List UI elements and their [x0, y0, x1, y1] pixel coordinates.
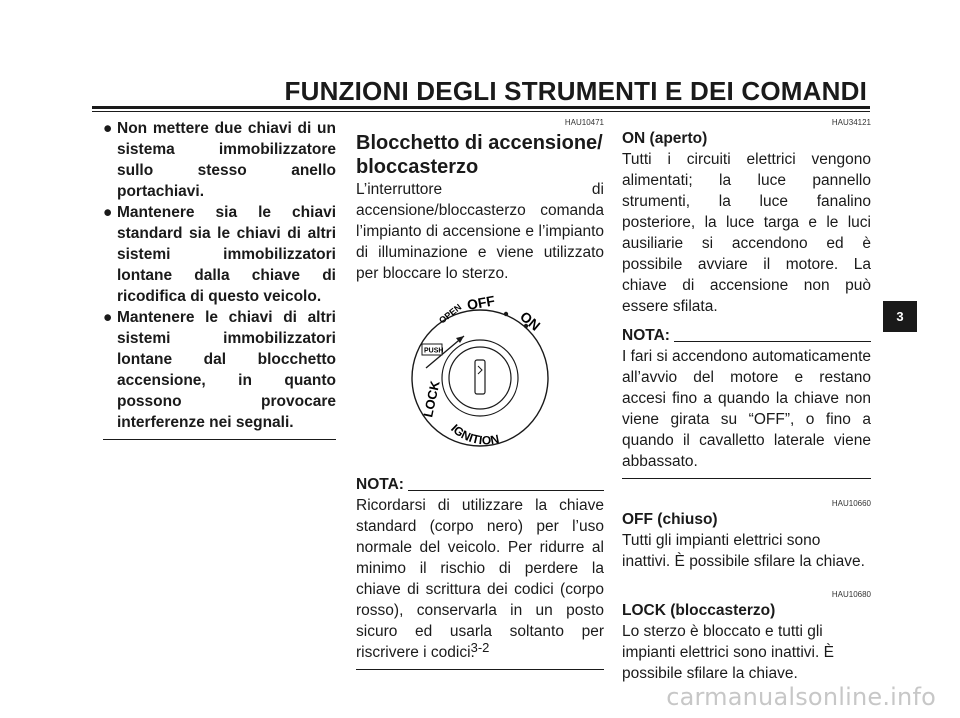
nota-label: NOTA: [356, 476, 404, 493]
off-label: OFF [465, 292, 497, 313]
nota-heading [356, 474, 604, 495]
bullet-text: Mantenere sia le chiavi standard sia le chiavi di altri sistemi immobilizzatori lontane dalla chiave di ricodifica di questo veicolo. [117, 204, 336, 305]
section-heading-lock: LOCK (bloccasterzo) [622, 602, 776, 619]
push-label: PUSH [424, 347, 444, 355]
watermark: carmanualsonline.info [666, 683, 936, 711]
section-code: HAU34121 [831, 118, 871, 127]
header-rule-thick [92, 106, 870, 109]
column-middle [356, 118, 604, 670]
column-right [622, 118, 871, 684]
section-text-off: Tutti gli impianti elettrici sono inattivi. È possibile sfilare la chiave. [622, 532, 865, 570]
nota-label: NOTA: [622, 327, 670, 344]
section-heading: Blocchetto di accensione/ bloccasterzo [356, 132, 603, 178]
chapter-tab: 3 [883, 301, 917, 332]
bullet-icon: ● [103, 204, 113, 221]
bullet-text: Non mettere due chiavi di un sistema immobilizzatore sullo stesso anello portachiavi. [117, 120, 336, 200]
bullet-icon: ● [103, 309, 113, 326]
off-position-dot [504, 312, 508, 316]
page-number: 3-2 [470, 640, 490, 655]
page-title: FUNZIONI DEGLI STRUMENTI E DEI COMANDI [284, 76, 867, 106]
nota-rule [408, 490, 604, 491]
on-label: ON [517, 308, 544, 334]
nota-text: Ricordarsi di utilizzare la chiave standard (corpo nero) per l’uso normale del veicolo. Per ridurre al minimo il rischio di perdere la chiave di scrittura dei codici (corpo rosso), conservarla in un posto sicuro ed usarla soltanto per riscrivere i codici. [356, 497, 604, 661]
section-code: HAU10660 [831, 499, 871, 508]
bullet-text: Mantenere le chiavi di altri sistemi immobilizzatori lontane dal blocchetto accensione, in quanto possono provocare interferenze nei segnali. [117, 309, 336, 431]
section-heading-on: ON (aperto) [622, 130, 708, 147]
nota-rule [674, 341, 871, 342]
section-text-lock: Lo sterzo è bloccato e tutti gli impianti elettrici sono inattivi. È possibile sfilare la chiave. [622, 623, 834, 682]
ignition-switch-illustration [356, 290, 604, 460]
section-end-rule [356, 669, 604, 670]
section-heading-off: OFF (chiuso) [622, 511, 718, 528]
ignition-label: IGNITION [448, 421, 501, 448]
section-code: HAU10680 [831, 590, 871, 599]
section-end-rule [103, 439, 336, 440]
key-slot-icon [475, 360, 485, 394]
bullet-item [103, 202, 336, 307]
column-left [103, 118, 336, 440]
nota-heading [622, 325, 871, 346]
section-code: HAU10471 [564, 118, 604, 127]
lock-label: LOCK [420, 379, 443, 419]
section-text-on: Tutti i circuiti elettrici vengono alimentati; la luce pannello strumenti, la luce fanalino posteriore, la luce targa e le luci ausiliarie si accendono ed è possibile avviare il motore. La chiave di accensione non può essere sfilata. [622, 151, 871, 315]
open-label: OPEN [437, 301, 464, 326]
bullet-icon: ● [103, 120, 113, 137]
section-intro: L’interruttore di accensione/bloccasterzo comanda l’impianto di accensione e l’impianto di illuminazione e viene utilizzato per bloccare lo sterzo. [356, 181, 604, 282]
bullet-item [103, 118, 336, 202]
nota-text: I fari si accendono automaticamente all’avvio del motore e restano accesi fino a quando la chiave non viene girata su “OFF”, o fino a quando il cavalletto laterale viene abbassato. [622, 348, 871, 470]
section-end-rule [622, 478, 871, 479]
header-rule-thin [92, 111, 870, 112]
bullet-item [103, 307, 336, 433]
